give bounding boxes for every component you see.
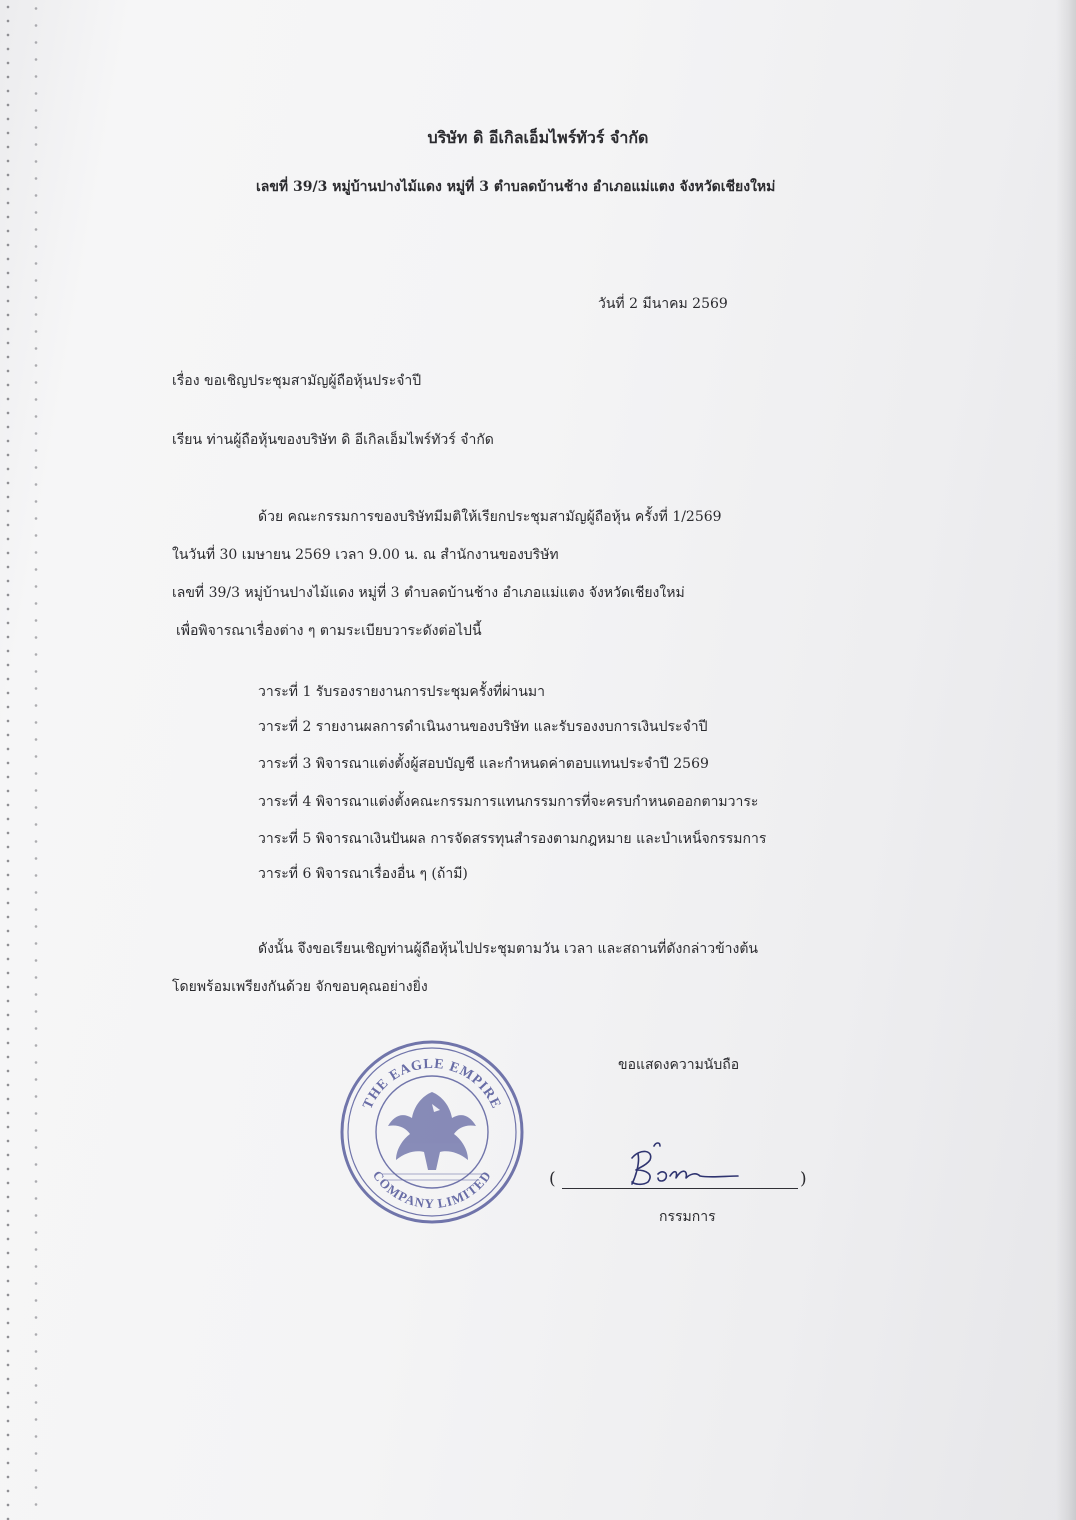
closing-line: โดยพร้อมเพรียงกันด้วย จักขอบคุณอย่างยิ่ง <box>172 979 428 995</box>
body-line: ในวันที่ 30 เมษายน 2569 เวลา 9.00 น. ณ สำนักงานของบริษัท <box>172 547 559 563</box>
eagle-emblem-icon <box>388 1092 476 1170</box>
body-line: เพื่อพิจารณาเรื่องต่าง ๆ ตามระเบียบวาระดังต่อไปนี้ <box>176 623 482 639</box>
agenda-item-2: วาระที่ 2 รายงานผลการดำเนินงานของบริษัท และรับรองงบการเงินประจำปี <box>258 719 708 735</box>
seal-text-bottom: COMPANY LIMITED <box>369 1167 495 1212</box>
left-perforation <box>6 0 10 1520</box>
signature-paren-close: ) <box>800 1169 807 1189</box>
letter-subject: เรื่อง ขอเชิญประชุมสามัญผู้ถือหุ้นประจำปี <box>172 373 422 389</box>
letter-date: วันที่ 2 มีนาคม 2569 <box>598 296 728 312</box>
handwritten-signature <box>610 1132 750 1192</box>
page-edge-shadow <box>1056 0 1076 1520</box>
company-name: บริษัท ดิ อีเกิลเอ็มไพร์ทัวร์ จำกัด <box>427 128 649 147</box>
signature-paren-open: ( <box>549 1169 556 1189</box>
left-perforation-inner <box>34 0 38 1520</box>
company-address: เลขที่ 39/3 หมู่บ้านปางไม้แดง หมู่ที่ 3 ตำบลดบ้านช้าง อำเภอแม่แตง จังหวัดเชียงใหม่ <box>256 179 776 195</box>
letter-salutation: เรียน ท่านผู้ถือหุ้นของบริษัท ดิ อีเกิลเอ็มไพร์ทัวร์ จำกัด <box>172 432 494 448</box>
body-line: เลขที่ 39/3 หมู่บ้านปางไม้แดง หมู่ที่ 3 ตำบลดบ้านช้าง อำเภอแม่แตง จังหวัดเชียงใหม่ <box>172 585 685 601</box>
body-line: ด้วย คณะกรรมการของบริษัทมีมติให้เรียกประชุมสามัญผู้ถือหุ้น ครั้งที่ 1/2569 <box>258 509 722 525</box>
company-seal-stamp <box>336 1034 528 1230</box>
agenda-item-6: วาระที่ 6 พิจารณาเรื่องอื่น ๆ (ถ้ามี) <box>258 866 468 882</box>
closing-regards: ขอแสดงความนับถือ <box>618 1057 740 1073</box>
agenda-item-1: วาระที่ 1 รับรองรายงานการประชุมครั้งที่ผ่านมา <box>258 684 546 700</box>
signature-line <box>562 1188 798 1189</box>
signatory-title: กรรมการ <box>659 1209 716 1225</box>
agenda-item-3: วาระที่ 3 พิจารณาแต่งตั้งผู้สอบบัญชี และกำหนดค่าตอบแทนประจำปี 2569 <box>258 756 709 772</box>
agenda-item-4: วาระที่ 4 พิจารณาแต่งตั้งคณะกรรมการแทนกรรมการที่จะครบกำหนดออกตามวาระ <box>258 794 759 810</box>
agenda-item-5: วาระที่ 5 พิจารณาเงินปันผล การจัดสรรทุนสำรองตามกฎหมาย และบำเหน็จกรรมการ <box>258 831 767 847</box>
seal-text-top: THE EAGLE EMPIRE <box>360 1056 504 1112</box>
closing-line: ดังนั้น จึงขอเรียนเชิญท่านผู้ถือหุ้นไปประชุมตามวัน เวลา และสถานที่ดังกล่าวข้างต้น <box>258 941 759 957</box>
